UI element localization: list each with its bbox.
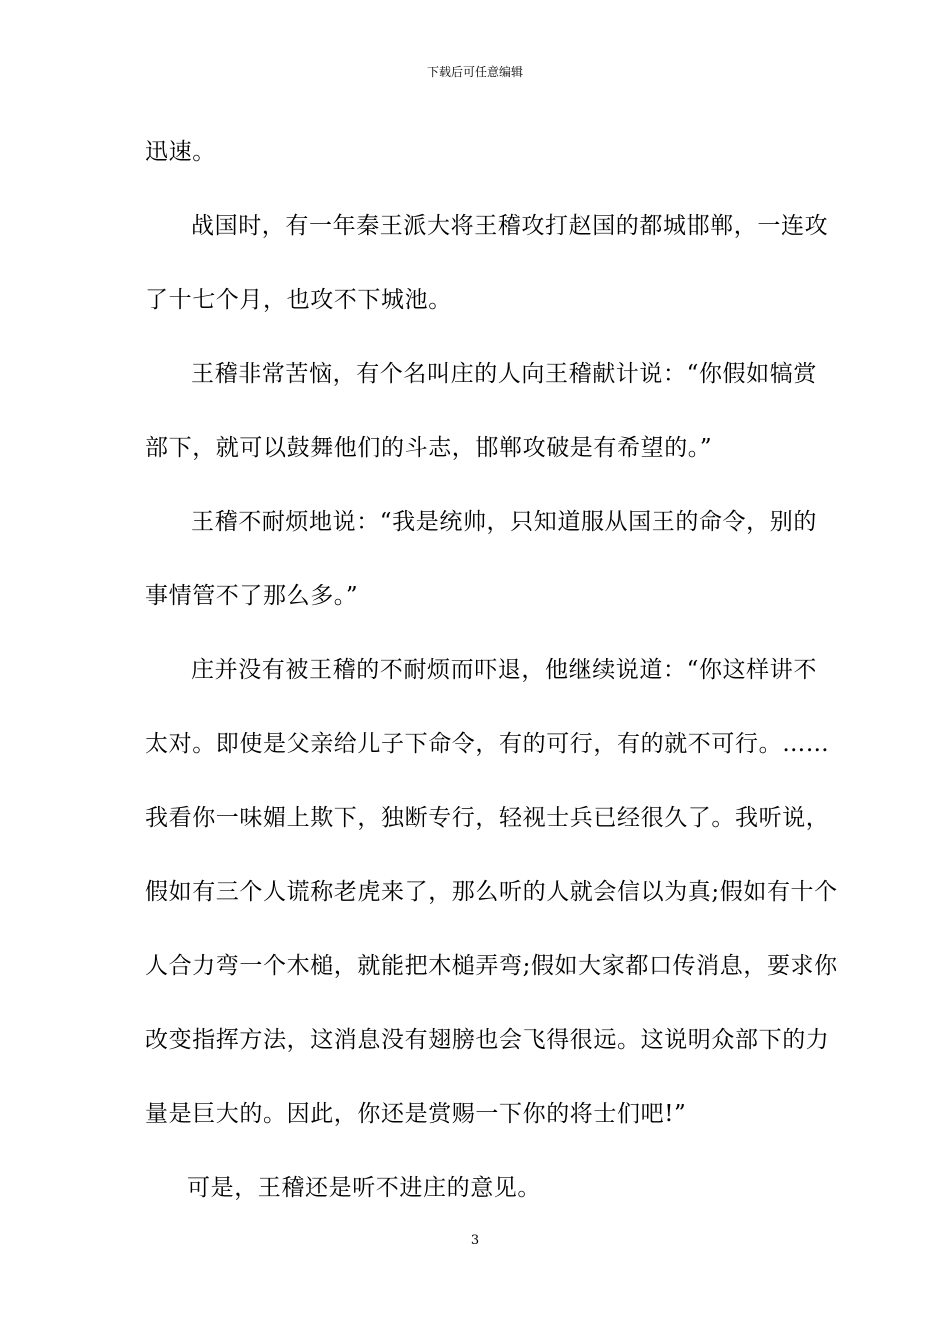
text-line: 事情管不了那么多。”	[145, 583, 359, 609]
text-line: 假如有三个人谎称老虎来了，那么听的人就会信以为真;假如有十个	[145, 879, 838, 905]
paragraph-first-line: 庄并没有被王稽的不耐烦而吓退，他继续说道：“你这样讲不	[191, 657, 817, 683]
text-line: 量是巨大的。因此，你还是赏赐一下你的将士们吧!”	[145, 1101, 687, 1127]
text-line: 太对。即使是父亲给儿子下命令，有的可行，有的就不可行。……	[145, 731, 830, 757]
text-line: 迅速。	[145, 139, 216, 165]
text-line: 改变指挥方法，这消息没有翅膀也会飞得很远。这说明众部下的力	[145, 1027, 830, 1053]
paragraph-first-line: 可是，王稽还是听不进庄的意见。	[187, 1175, 541, 1201]
text-line: 我看你一味媚上欺下，独断专行，轻视士兵已经很久了。我听说，	[145, 805, 830, 831]
paragraph-first-line: 战国时，有一年秦王派大将王稽攻打赵国的都城邯郸，一连攻	[191, 213, 829, 239]
page-header: 下载后可任意编辑	[426, 65, 523, 79]
paragraph-first-line: 王稽不耐烦地说：“我是统帅，只知道服从国王的命令，别的	[191, 509, 817, 535]
document-body	[145, 128, 838, 1238]
text-line: 人合力弯一个木槌，就能把木槌弄弯;假如大家都口传消息，要求你	[145, 953, 838, 979]
page-number: 3	[470, 1233, 480, 1248]
text-line: 部下，就可以鼓舞他们的斗志，邯郸攻破是有希望的。”	[145, 435, 713, 461]
text-line: 了十七个月，也攻不下城池。	[145, 287, 452, 313]
paragraph-first-line: 王稽非常苦恼，有个名叫庄的人向王稽献计说：“你假如犒赏	[191, 361, 817, 387]
